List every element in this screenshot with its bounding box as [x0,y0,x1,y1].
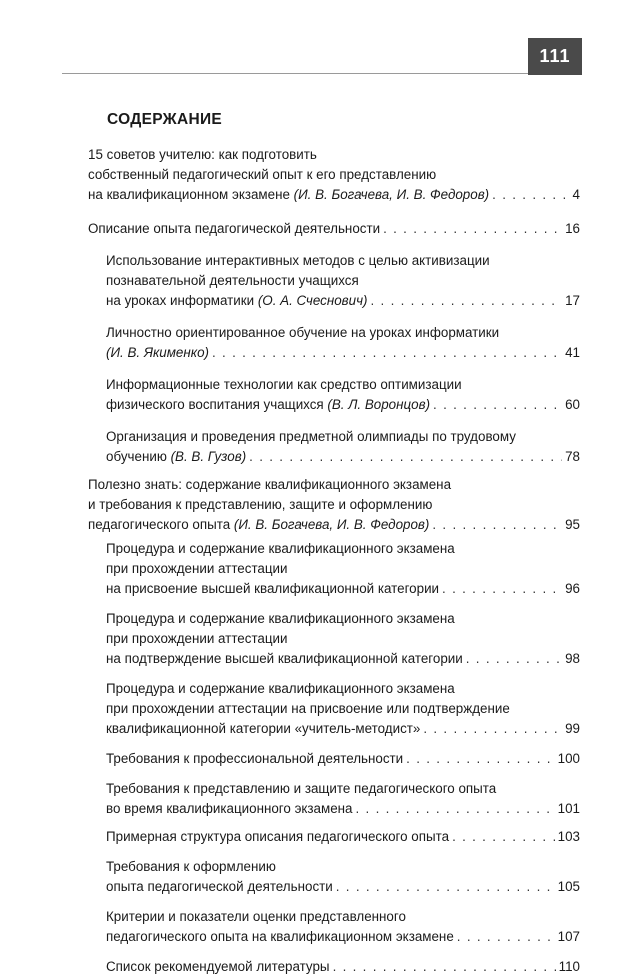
toc-entry-line: Личностно ориентированное обучение на уроках информатики [106,325,500,340]
toc-entry-author: (В. В. Гузов) [170,449,247,464]
toc-page-number: 96 [565,581,580,596]
toc-page-number: 110 [558,959,580,974]
toc-page-number: 107 [557,929,580,944]
toc-entry-title [88,185,489,205]
toc-entry-title-text: квалификационной категории «учитель-методист» [106,721,421,736]
toc-page-number: 101 [557,801,580,816]
dot-leader [406,749,554,769]
dot-leader [212,343,562,363]
toc-entry[interactable] [88,857,580,897]
toc-entry-author: (И. В. Богачева, И. В. Федоров) [293,187,490,202]
toc-entry-line: Требования к оформлению [106,859,276,874]
toc-entry-title [88,515,429,535]
header-rule [62,73,582,74]
page-title: СОДЕРЖАНИЕ [107,111,223,128]
dot-leader [432,515,562,535]
toc-page-number: 105 [557,879,580,894]
toc-entry-line: познавательной деятельности учащихся [106,273,359,288]
toc-entry-title-text: на уроках информатики [106,293,258,308]
dot-leader [423,719,562,739]
dot-leader [466,649,562,669]
toc-entry-title [106,877,333,897]
toc-entry-title-text: Требования к профессиональной деятельности [106,751,404,766]
toc-entry-title [106,927,454,947]
dot-leader [433,395,562,415]
toc-entry-title-text: во время квалификационного экзамена [106,801,353,816]
toc-entry[interactable] [88,539,580,599]
toc-entry-title-text: Примерная структура описания педагогического опыта [106,829,450,844]
toc-entry[interactable] [88,957,580,977]
toc-entry-title [106,957,330,977]
toc-entry-line: 15 советов учителю: как подготовить [88,147,317,162]
toc-page-number: 41 [565,345,580,360]
toc-entry-line: при прохождении аттестации [106,561,288,576]
toc-entry-title-text: обучению [106,449,171,464]
toc-entry-title [106,291,367,311]
toc-entry-author: (И. В. Богачева, И. В. Федоров) [233,517,430,532]
toc-entry[interactable] [88,323,580,363]
dot-leader [457,927,555,947]
toc-entry-title-text: на квалификационном экзамене [88,187,294,202]
toc-entry-title [88,219,380,239]
toc-entry[interactable] [88,145,580,205]
toc-entry-title [106,579,439,599]
toc-entry-title [106,827,449,847]
dot-leader [492,185,569,205]
toc-entry[interactable] [88,251,580,311]
toc-entry-title-text: Описание опыта педагогической деятельности [88,221,381,236]
toc-entry-line: Процедура и содержание квалификационного экзамена [106,681,455,696]
toc-page-number: 60 [565,397,580,412]
toc-entry[interactable] [88,749,580,769]
dot-leader [370,291,562,311]
toc-entry-title [106,719,420,739]
toc-entry-title [106,343,209,363]
toc-page-number: 95 [565,517,580,532]
toc-entry-author: (В. Л. Воронцов) [327,397,431,412]
dot-leader [452,827,555,847]
toc-entry-title-text: опыта педагогической деятельности [106,879,333,894]
toc-entry-title-text: Список рекомендуемой литературы [106,959,330,974]
toc-entry-author: (О. А. Счеснович) [257,293,368,308]
toc-entry[interactable] [88,475,580,535]
toc-entry-author: (И. В. Якименко) [106,345,209,360]
toc-entry-title-text: педагогического опыта [88,517,234,532]
dot-leader [249,447,562,467]
dot-leader [333,957,556,977]
toc-entry-line: Организация и проведения предметной олимпиады по трудовому [106,429,516,444]
toc-entry[interactable] [88,907,580,947]
toc-page-number: 4 [572,187,580,202]
toc-entry-line: Требования к представлению и защите педагогического опыта [106,781,497,796]
toc-entry-line: Процедура и содержание квалификационного экзамена [106,611,455,626]
table-of-contents [88,145,580,977]
toc-entry[interactable] [88,375,580,415]
toc-entry-title-text: на присвоение высшей квалификационной категории [106,581,440,596]
toc-entry[interactable] [88,609,580,669]
toc-entry-title [106,749,403,769]
toc-entry[interactable] [88,427,580,467]
toc-entry[interactable] [88,219,580,239]
page-number-badge: 111 [528,38,582,75]
toc-entry[interactable] [88,827,580,847]
toc-entry-line: при прохождении аттестации на присвоение или подтверждение [106,701,510,716]
toc-entry-title-text: физического воспитания учащихся [106,397,328,412]
toc-entry-line: Процедура и содержание квалификационного экзамена [106,541,455,556]
toc-entry-line: Критерии и показатели оценки представленного [106,909,406,924]
toc-entry-title [106,799,353,819]
toc-page-number: 100 [557,751,580,766]
toc-page-number: 98 [565,651,580,666]
dot-leader [336,877,555,897]
toc-entry-title [106,649,463,669]
dot-leader [383,219,562,239]
toc-page-number: 17 [565,293,580,308]
toc-page-number: 99 [565,721,580,736]
toc-entry-line: и требования к представлению, защите и оформлению [88,497,433,512]
toc-entry-line: собственный педагогический опыт к его представлению [88,167,437,182]
dot-leader [356,799,555,819]
dot-leader [442,579,562,599]
toc-entry-title-text: на подтверждение высшей квалификационной категории [106,651,463,666]
toc-entry-title [106,447,246,467]
toc-entry-line: Использование интерактивных методов с целью активизации [106,253,490,268]
toc-entry[interactable] [88,779,580,819]
toc-page-number: 16 [565,221,580,236]
toc-entry-title [106,395,430,415]
toc-entry-title-text: педагогического опыта на квалификационном экзамене [106,929,454,944]
toc-page-number: 103 [557,829,580,844]
toc-entry-line: Полезно знать: содержание квалификационного экзамена [88,477,452,492]
toc-page-number: 78 [565,449,580,464]
toc-entry-line: Информационные технологии как средство оптимизации [106,377,462,392]
toc-entry-line: при прохождении аттестации [106,631,288,646]
toc-entry[interactable] [88,679,580,739]
